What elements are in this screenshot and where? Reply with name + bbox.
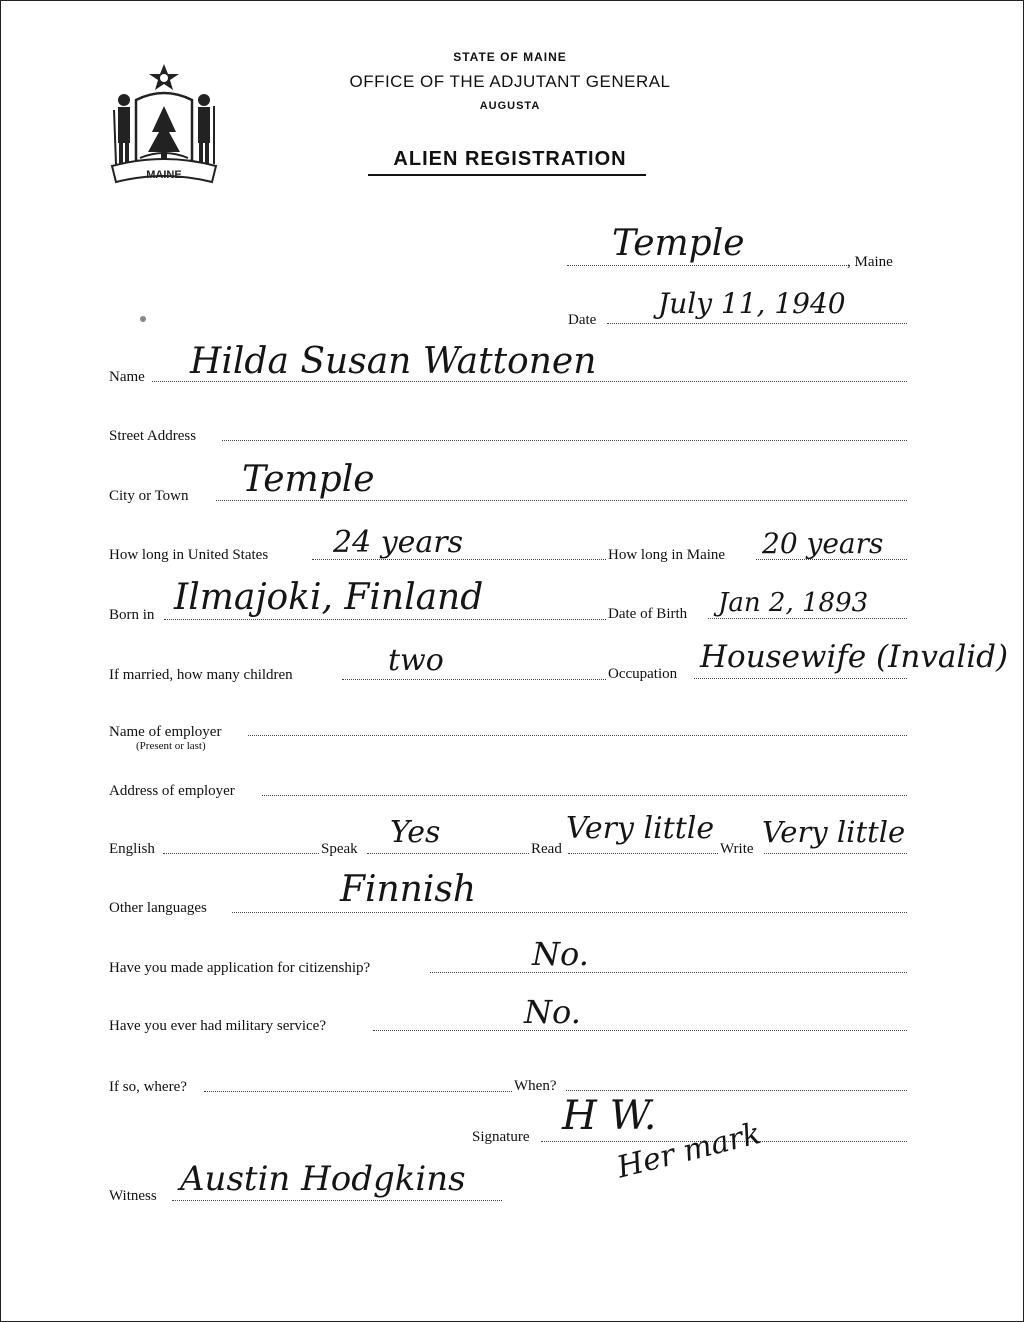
city-label: City or Town [109, 488, 189, 504]
name-label: Name [109, 369, 145, 385]
military-value: No. [524, 993, 581, 1031]
military-label: Have you ever had military service? [109, 1018, 326, 1034]
other-languages-label: Other languages [109, 900, 207, 916]
svg-text:MAINE: MAINE [146, 169, 182, 181]
date-of-birth-value: Jan 2, 1893 [718, 588, 869, 618]
read-value: Very little [566, 811, 715, 846]
date-label: Date [568, 312, 597, 328]
witness-label: Witness [109, 1188, 157, 1204]
form-title: ALIEN REGISTRATION [393, 148, 627, 170]
when-label: When? [514, 1078, 557, 1094]
town-value: Temple [612, 223, 745, 264]
date-value: July 11, 1940 [658, 287, 846, 320]
how-long-maine-value: 20 years [762, 527, 884, 560]
write-value: Very little [762, 815, 906, 849]
witness-value: Austin Hodgkins [180, 1159, 466, 1199]
born-in-label: Born in [109, 607, 155, 623]
english-label: English [109, 841, 155, 857]
children-label: If married, how many children [109, 667, 293, 683]
where-label: If so, where? [109, 1079, 187, 1095]
citizenship-value: No. [532, 935, 589, 973]
citizenship-label: Have you made application for citizenship? [109, 960, 371, 976]
her-mark-note: Her mark [613, 1116, 765, 1186]
employer-name-label: Name of employer [109, 724, 222, 740]
city-value: Temple [242, 459, 375, 500]
how-long-us-value: 24 years [333, 525, 464, 560]
name-value: Hilda Susan Wattonen [190, 341, 597, 382]
street-address-label: Street Address [109, 428, 197, 444]
occupation-label: Occupation [608, 666, 678, 682]
title-underline [368, 174, 646, 176]
signature-value: H W. [562, 1093, 657, 1139]
employer-address-label: Address of employer [109, 783, 235, 799]
read-label: Read [531, 841, 562, 857]
date-of-birth-label: Date of Birth [608, 606, 688, 622]
write-label: Write [720, 841, 754, 857]
how-long-us-label: How long in United States [109, 547, 269, 563]
employer-name-note: (Present or last) [136, 740, 206, 752]
header-state: STATE OF MAINE [453, 50, 567, 64]
occupation-value: Housewife (Invalid) [700, 639, 1009, 675]
other-languages-value: Finnish [340, 869, 477, 910]
children-value: two [388, 643, 444, 678]
born-in-value: Ilmajoki, Finland [174, 577, 484, 618]
header-city: AUGUSTA [479, 100, 541, 112]
state-seal-icon [106, 60, 222, 188]
speak-value: Yes [390, 815, 441, 850]
signature-label: Signature [472, 1129, 530, 1145]
ink-smudge [140, 316, 146, 322]
header-office: OFFICE OF THE ADJUTANT GENERAL [349, 72, 671, 91]
how-long-maine-label: How long in Maine [608, 547, 726, 563]
speak-label: Speak [321, 841, 358, 857]
town-suffix-label: , Maine [847, 254, 893, 270]
